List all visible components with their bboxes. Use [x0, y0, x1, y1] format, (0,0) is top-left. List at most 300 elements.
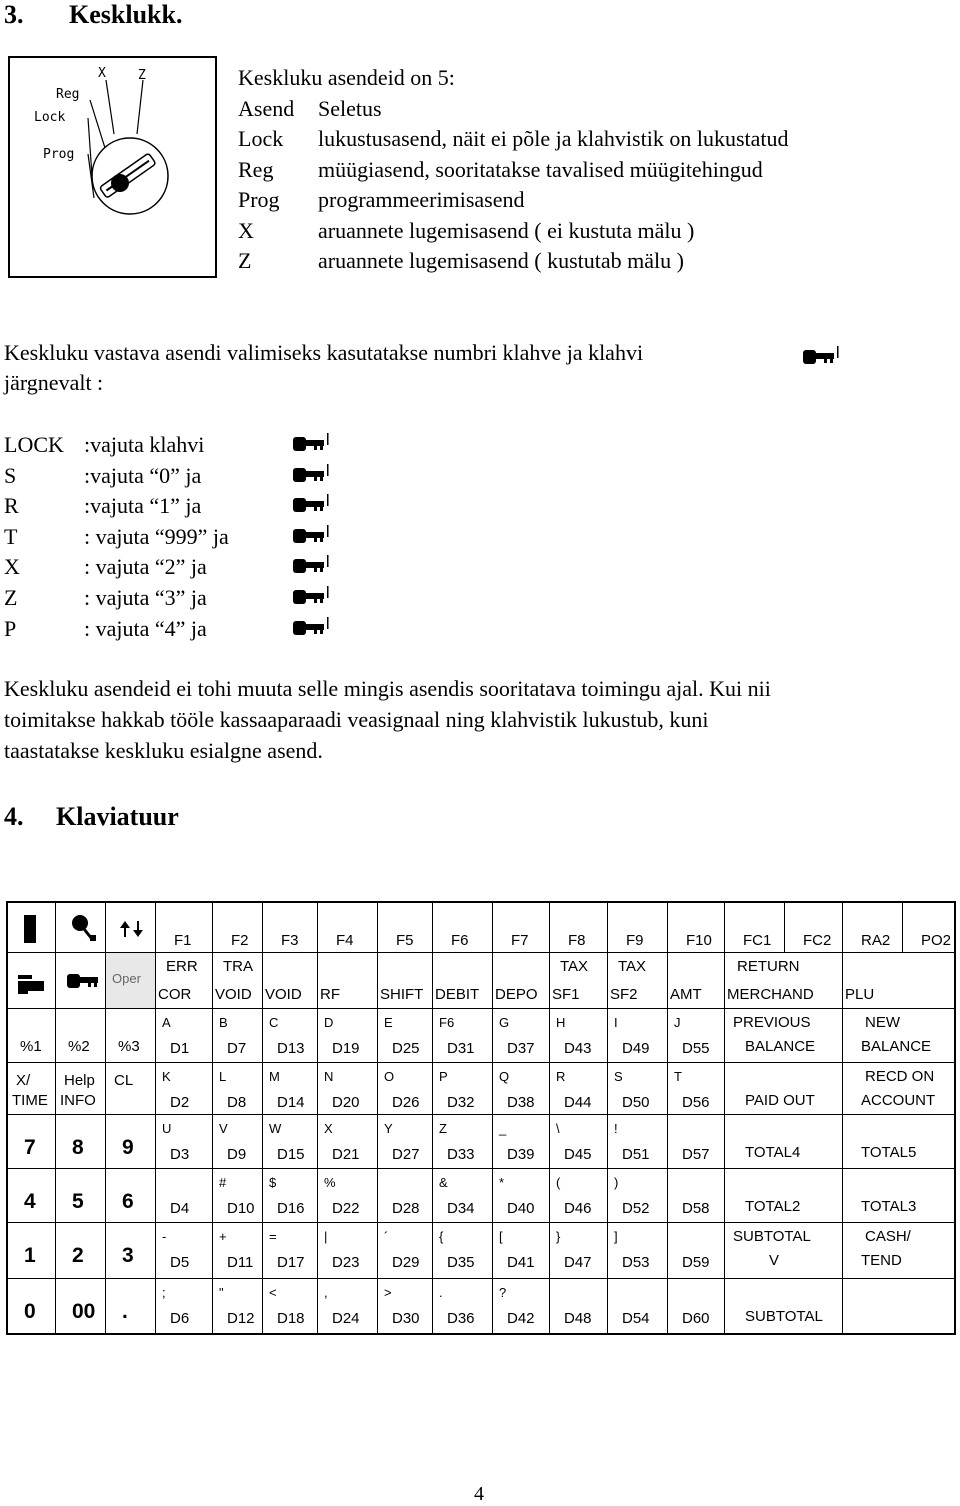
- key-f[interactable]: [263, 903, 318, 953]
- warning-line: taastatakse keskluku esialgne asend.: [4, 738, 323, 763]
- key-label-bottom: D37: [507, 1040, 535, 1057]
- key-row: [4, 491, 229, 522]
- key-label-bottom: DEBIT: [435, 986, 480, 1003]
- key-label-top: W: [269, 1121, 282, 1136]
- key-wide-left[interactable]: [725, 1009, 843, 1063]
- key-label-top: ?: [499, 1285, 507, 1300]
- key-dept[interactable]: [433, 1063, 493, 1115]
- key-dept[interactable]: [433, 1115, 493, 1169]
- key-label: %3: [118, 1038, 140, 1055]
- key-position: Z: [4, 584, 18, 610]
- key-position: T: [4, 523, 18, 549]
- key-label-bottom: D1: [170, 1040, 190, 1057]
- key-icon: [290, 554, 330, 578]
- section-4-title: 4. Klaviatuur: [4, 802, 179, 831]
- key-numeric[interactable]: [106, 1115, 156, 1169]
- key-wide-left[interactable]: [725, 1063, 843, 1115]
- key-dept[interactable]: [378, 1063, 433, 1115]
- key-dept[interactable]: [493, 1169, 550, 1223]
- key-dept[interactable]: [668, 1169, 725, 1223]
- key-numeric[interactable]: [106, 1279, 156, 1333]
- key-function[interactable]: [493, 953, 550, 1009]
- key-dept[interactable]: [378, 1009, 433, 1063]
- key-label-bottom: COR: [158, 986, 192, 1003]
- key-label-top: {: [439, 1229, 444, 1244]
- key-dept[interactable]: [156, 1223, 213, 1279]
- key-label-top: _: [499, 1121, 507, 1136]
- key-label-bottom: D60: [682, 1310, 710, 1327]
- key-label-bottom: D43: [564, 1040, 592, 1057]
- key-label-top: K: [162, 1069, 171, 1084]
- key-dept[interactable]: [318, 1115, 378, 1169]
- key-f[interactable]: [608, 903, 668, 953]
- key-f[interactable]: [785, 903, 843, 953]
- key-function[interactable]: [843, 953, 954, 1009]
- key-label: F5: [396, 932, 414, 949]
- key-label-bottom: VOID: [265, 986, 302, 1003]
- key-label-bottom: D44: [564, 1094, 592, 1111]
- key-dept[interactable]: [156, 1115, 213, 1169]
- key-label-top: ": [219, 1285, 224, 1300]
- key-label-top: %: [324, 1175, 336, 1190]
- key-dept[interactable]: [318, 1279, 378, 1333]
- oper-label: Oper: [112, 971, 141, 986]
- up-down-arrows-icon: [119, 917, 145, 941]
- key-dept[interactable]: [318, 1169, 378, 1223]
- section-3-title: 3. Kesklukk.: [4, 0, 183, 29]
- key-row: [4, 461, 229, 492]
- key-label-bottom: D33: [447, 1146, 475, 1163]
- key-dept[interactable]: [213, 1279, 263, 1333]
- position-desc: aruannete lugemisasend ( kustutab mälu ): [318, 248, 684, 273]
- key-numeric[interactable]: [8, 1115, 56, 1169]
- key-label-bottom: D7: [227, 1040, 247, 1057]
- key-dept[interactable]: [608, 1169, 668, 1223]
- key-dept[interactable]: [378, 1169, 433, 1223]
- key-label-top: Y: [384, 1121, 393, 1136]
- key-dept[interactable]: [156, 1063, 213, 1115]
- key-dept[interactable]: [550, 1063, 608, 1115]
- key-f[interactable]: [725, 903, 785, 953]
- key-dept[interactable]: [433, 1009, 493, 1063]
- key-dept[interactable]: [378, 1115, 433, 1169]
- key-label-top: M: [269, 1069, 280, 1084]
- key-label-top: F6: [439, 1015, 455, 1030]
- key-wide-left[interactable]: [725, 1169, 843, 1223]
- key-label-bottom: TIME: [12, 1092, 48, 1109]
- key-label-top: L: [219, 1069, 227, 1084]
- key-numeric[interactable]: [106, 1223, 156, 1279]
- key-dept[interactable]: [318, 1009, 378, 1063]
- page-number: 4: [474, 1483, 484, 1505]
- key-icon: [290, 616, 330, 640]
- key-label-bottom: D8: [227, 1094, 247, 1111]
- key-label: F8: [568, 932, 586, 949]
- key-f[interactable]: [156, 903, 213, 953]
- key-label-bottom: D52: [622, 1200, 650, 1217]
- key-dept[interactable]: [493, 1063, 550, 1115]
- key-label-top: ´: [384, 1229, 389, 1244]
- key-wide-right[interactable]: [843, 1169, 954, 1223]
- key-row: [4, 522, 229, 553]
- key-function[interactable]: [725, 953, 843, 1009]
- key-row: [4, 552, 229, 583]
- key-label-bottom: D6: [170, 1310, 190, 1327]
- key-function[interactable]: [263, 953, 318, 1009]
- positions-header: [238, 94, 789, 125]
- key-dept[interactable]: [263, 1063, 318, 1115]
- key-dept[interactable]: [550, 1223, 608, 1279]
- key-label-bottom: D19: [332, 1040, 360, 1057]
- key-label-bottom: D21: [332, 1146, 360, 1163]
- figure-label-reg: Reg: [56, 87, 80, 102]
- key-dept[interactable]: [608, 1063, 668, 1115]
- key-label-top: X: [324, 1121, 333, 1136]
- key-numeric[interactable]: [8, 1223, 56, 1279]
- key-action: : vajuta “999” ja: [84, 523, 229, 549]
- key-dept[interactable]: [378, 1279, 433, 1333]
- key-numeric[interactable]: [8, 1009, 56, 1063]
- key-numeric[interactable]: [106, 1009, 156, 1063]
- key-label-bottom: D28: [392, 1200, 420, 1217]
- key-label-bottom: PAID OUT: [745, 1092, 815, 1109]
- key-label: F3: [281, 932, 299, 949]
- key-dept[interactable]: [213, 1169, 263, 1223]
- select-paragraph-line1: Keskluku vastava asendi valimiseks kasutatakse numbri klahve ja klahvi: [4, 340, 644, 365]
- digit-label: .: [122, 1300, 128, 1323]
- key-label-bottom: D5: [170, 1254, 190, 1271]
- key-wide-right[interactable]: [843, 1009, 954, 1063]
- key-action: :vajuta “0” ja: [84, 462, 202, 488]
- key-label-bottom: D29: [392, 1254, 420, 1271]
- key-label-top: <: [269, 1285, 277, 1300]
- key-numeric[interactable]: [8, 1169, 56, 1223]
- key-label-bottom: ACCOUNT: [861, 1092, 936, 1109]
- key-label-top: V: [219, 1121, 228, 1136]
- key-label-bottom: D2: [170, 1094, 190, 1111]
- key-dept[interactable]: [433, 1169, 493, 1223]
- key-dept[interactable]: [318, 1063, 378, 1115]
- key-dept[interactable]: [213, 1009, 263, 1063]
- key-label-bottom: D12: [227, 1310, 255, 1327]
- digit-label: 3: [122, 1244, 134, 1267]
- key-dept[interactable]: [263, 1223, 318, 1279]
- key-label: F6: [451, 932, 469, 949]
- key-wide-right[interactable]: [843, 1115, 954, 1169]
- key-label-bottom: D36: [447, 1310, 475, 1327]
- key-label-bottom: D9: [227, 1146, 247, 1163]
- key-numeric[interactable]: [56, 1009, 106, 1063]
- key-label-top: N: [324, 1069, 334, 1084]
- key-f[interactable]: [903, 903, 954, 953]
- position-row: [238, 155, 789, 186]
- key-wide-left[interactable]: [725, 1115, 843, 1169]
- key-dept[interactable]: [668, 1063, 725, 1115]
- key-label-top: SUBTOTAL: [733, 1228, 811, 1245]
- position-desc: aruannete lugemisasend ( ei kustuta mälu ): [318, 217, 695, 243]
- key-f[interactable]: [433, 903, 493, 953]
- key-label: F1: [174, 932, 192, 949]
- key-numeric[interactable]: [106, 1169, 156, 1223]
- key-receipt[interactable]: [8, 953, 56, 1009]
- key-dept[interactable]: [263, 1279, 318, 1333]
- key-label-bottom: D45: [564, 1146, 592, 1163]
- key-label-top: J: [674, 1015, 681, 1030]
- key-dept[interactable]: [156, 1009, 213, 1063]
- header-seletus: Seletus: [318, 95, 382, 121]
- key-label-top: TAX: [618, 958, 647, 975]
- key-label-bottom: D40: [507, 1200, 535, 1217]
- key-label: F2: [231, 932, 249, 949]
- key-dept[interactable]: [608, 1279, 668, 1333]
- key-label-top: *: [499, 1175, 505, 1190]
- receipt-icon: [18, 973, 46, 997]
- key-f[interactable]: [550, 903, 608, 953]
- key-wide-right[interactable]: [843, 1279, 954, 1333]
- select-paragraph-line2: järgnevalt :: [4, 370, 104, 395]
- key-numeric[interactable]: [56, 1223, 106, 1279]
- key-label-bottom: D49: [622, 1040, 650, 1057]
- key-label: FC1: [743, 932, 772, 949]
- key-label-bottom: TOTAL3: [861, 1198, 917, 1215]
- position-row: [238, 124, 789, 155]
- key-label-bottom: BALANCE: [861, 1038, 932, 1055]
- key-function[interactable]: [550, 953, 608, 1009]
- key-dept[interactable]: [668, 1223, 725, 1279]
- key-label-bottom: SUBTOTAL: [745, 1308, 823, 1325]
- key-label-top: TRA: [223, 958, 253, 975]
- key-position: P: [4, 615, 17, 641]
- key-f[interactable]: [843, 903, 903, 953]
- key-action: : vajuta “3” ja: [84, 584, 207, 610]
- key-label-top: O: [384, 1069, 395, 1084]
- key-label-bottom: RF: [320, 986, 340, 1003]
- figure-label-prog: Prog: [43, 147, 75, 162]
- key-label-bottom: D15: [277, 1146, 305, 1163]
- key-f[interactable]: [493, 903, 550, 953]
- key-label-top: -: [162, 1229, 167, 1244]
- key-numeric[interactable]: [8, 1063, 56, 1115]
- digit-label: 2: [72, 1244, 84, 1267]
- key-paper[interactable]: [56, 903, 106, 953]
- key-action: :vajuta “1” ja: [84, 493, 202, 519]
- key-dept[interactable]: [263, 1169, 318, 1223]
- key-label-bottom: PLU: [845, 986, 875, 1003]
- key-f[interactable]: [378, 903, 433, 953]
- key-position: S: [4, 462, 17, 488]
- key-dept[interactable]: [493, 1223, 550, 1279]
- key-dept[interactable]: [263, 1115, 318, 1169]
- key-f[interactable]: [668, 903, 725, 953]
- key-label-bottom: DEPO: [495, 986, 538, 1003]
- key-dept[interactable]: [433, 1223, 493, 1279]
- key-dept[interactable]: [550, 1115, 608, 1169]
- keyswitch-dial-icon: [10, 58, 215, 276]
- position-name: Reg: [238, 156, 274, 182]
- key-numeric[interactable]: [56, 1063, 106, 1115]
- key-oper[interactable]: [106, 953, 156, 1009]
- position-name: Prog: [238, 187, 280, 212]
- digit-label: 4: [24, 1190, 36, 1213]
- key-label-bottom: D11: [227, 1254, 254, 1271]
- key-wide-left[interactable]: [725, 1223, 843, 1279]
- digit-label: 5: [72, 1190, 84, 1213]
- key-label-top: PREVIOUS: [733, 1014, 811, 1031]
- key-label-top: [: [499, 1229, 503, 1244]
- key-label-top: A: [162, 1015, 171, 1030]
- warning-line: Keskluku asendeid ei tohi muuta selle mingis asendis sooritatava toimingu ajal. Kui nii: [4, 676, 771, 701]
- key-label-bottom: SF2: [610, 986, 638, 1003]
- key-dept[interactable]: [433, 1279, 493, 1333]
- key-icon: [800, 345, 840, 369]
- key-label-top: Z: [439, 1121, 447, 1136]
- key-numeric[interactable]: [56, 1115, 106, 1169]
- key-label-bottom: D23: [332, 1254, 360, 1271]
- digit-label: 6: [122, 1190, 134, 1213]
- key-label-top: D: [324, 1015, 334, 1030]
- key-function[interactable]: [378, 953, 433, 1009]
- key-label-top: I: [614, 1015, 618, 1030]
- key-icon: [290, 493, 330, 517]
- key-label-top: =: [269, 1229, 277, 1244]
- position-row: [238, 185, 789, 216]
- paper-feed-icon: [70, 913, 100, 945]
- key-label-top: .: [439, 1285, 443, 1300]
- key-function[interactable]: [156, 953, 213, 1009]
- key-dept[interactable]: [318, 1223, 378, 1279]
- key-label-top: \: [556, 1121, 560, 1136]
- key-dept[interactable]: [668, 1009, 725, 1063]
- position-desc: programmeerimisasend: [318, 187, 525, 212]
- key-dept[interactable]: [550, 1279, 608, 1333]
- key-f[interactable]: [213, 903, 263, 953]
- key-action: : vajuta “2” ja: [84, 554, 207, 580]
- key-dept[interactable]: [213, 1063, 263, 1115]
- key-dept[interactable]: [668, 1115, 725, 1169]
- key-label-bottom: TOTAL5: [861, 1144, 917, 1161]
- key-dept[interactable]: [493, 1009, 550, 1063]
- key-dept[interactable]: [668, 1279, 725, 1333]
- key-label: F9: [626, 932, 644, 949]
- key-label-top: CASH/: [865, 1228, 911, 1245]
- key-display[interactable]: [8, 903, 56, 953]
- key-function[interactable]: [433, 953, 493, 1009]
- figure-label-x: X: [98, 66, 106, 81]
- key-dept[interactable]: [550, 1169, 608, 1223]
- key-dept[interactable]: [213, 1115, 263, 1169]
- key-function[interactable]: [318, 953, 378, 1009]
- key-icon: [290, 463, 330, 487]
- key-label-bottom: D55: [682, 1040, 710, 1057]
- key-label: FC2: [803, 932, 832, 949]
- key-dept[interactable]: [378, 1223, 433, 1279]
- key-label-top: Help: [64, 1072, 95, 1089]
- key-row: [4, 430, 229, 461]
- key-label-top: &: [439, 1175, 448, 1190]
- key-label-bottom: D27: [392, 1146, 420, 1163]
- key-label-top: E: [384, 1015, 393, 1030]
- digit-label: 1: [24, 1244, 36, 1267]
- key-f[interactable]: [318, 903, 378, 953]
- key-label-bottom: D3: [170, 1146, 190, 1163]
- key-function[interactable]: [213, 953, 263, 1009]
- key-dept[interactable]: [493, 1115, 550, 1169]
- key-dept[interactable]: [608, 1223, 668, 1279]
- key-icon: [64, 969, 102, 993]
- key-label-bottom: D54: [622, 1310, 650, 1327]
- key-label-top: (: [556, 1175, 561, 1190]
- key-dept[interactable]: [263, 1009, 318, 1063]
- key-label-top: ,: [324, 1285, 328, 1300]
- key-label-bottom: TOTAL2: [745, 1198, 801, 1215]
- key-label-top: G: [499, 1015, 510, 1030]
- key-label-top: NEW: [865, 1014, 900, 1031]
- key-label-top: B: [219, 1015, 228, 1030]
- key-position: LOCK: [4, 432, 64, 457]
- key-dept[interactable]: [156, 1279, 213, 1333]
- key-wide-left[interactable]: [725, 1279, 843, 1333]
- key-wide-right[interactable]: [843, 1223, 954, 1279]
- key-label-top: >: [384, 1285, 392, 1300]
- key-label-bottom: D46: [564, 1200, 592, 1217]
- key-numeric[interactable]: [106, 1063, 156, 1115]
- key-label: F4: [336, 932, 354, 949]
- key-dept[interactable]: [213, 1223, 263, 1279]
- key-label-bottom: D42: [507, 1310, 535, 1327]
- figure-label-lock: Lock: [34, 110, 66, 125]
- key-label-bottom: D30: [392, 1310, 420, 1327]
- key-label-top: $: [269, 1175, 277, 1190]
- key-label-bottom: D25: [392, 1040, 420, 1057]
- key-label-top: T: [674, 1069, 682, 1084]
- key-label-top: ]: [614, 1229, 618, 1244]
- key-numeric[interactable]: [8, 1279, 56, 1333]
- key-wide-right[interactable]: [843, 1063, 954, 1115]
- key-dept[interactable]: [156, 1169, 213, 1223]
- key-label-bottom: D14: [277, 1094, 305, 1111]
- key-label-top: CL: [114, 1072, 134, 1089]
- key-dept[interactable]: [493, 1279, 550, 1333]
- key-dept[interactable]: [608, 1009, 668, 1063]
- keyboard-layout: [6, 901, 956, 1335]
- position-desc: müügiasend, sooritatakse tavalised müügitehingud: [318, 156, 763, 182]
- key-label-top: RECD ON: [865, 1068, 935, 1085]
- key-numeric[interactable]: [56, 1279, 106, 1333]
- key-position: R: [4, 493, 19, 519]
- key-action: :vajuta klahvi: [84, 432, 205, 457]
- key-label-bottom: D41: [507, 1254, 535, 1271]
- key-lock[interactable]: [56, 953, 106, 1009]
- position-name: Lock: [238, 126, 284, 151]
- key-label-top: R: [556, 1069, 566, 1084]
- key-label-bottom: D26: [392, 1094, 420, 1111]
- key-icon: [290, 432, 330, 456]
- key-label-top: X/: [16, 1072, 31, 1089]
- key-label-bottom: D24: [332, 1310, 360, 1327]
- key-dept[interactable]: [608, 1115, 668, 1169]
- key-function[interactable]: [668, 953, 725, 1009]
- key-label-bottom: MERCHAND: [727, 986, 814, 1003]
- intro-text: Keskluku asendeid on 5:: [238, 65, 455, 90]
- key-function[interactable]: [608, 953, 668, 1009]
- key-label-top: P: [439, 1069, 448, 1084]
- key-numeric[interactable]: [56, 1169, 106, 1223]
- position-desc: lukustusasend, näit ei põle ja klahvistik on lukustatud: [318, 126, 789, 151]
- key-label-bottom: D57: [682, 1146, 710, 1163]
- position-row: [238, 246, 789, 277]
- key-dept[interactable]: [550, 1009, 608, 1063]
- key-arrows[interactable]: [106, 903, 156, 953]
